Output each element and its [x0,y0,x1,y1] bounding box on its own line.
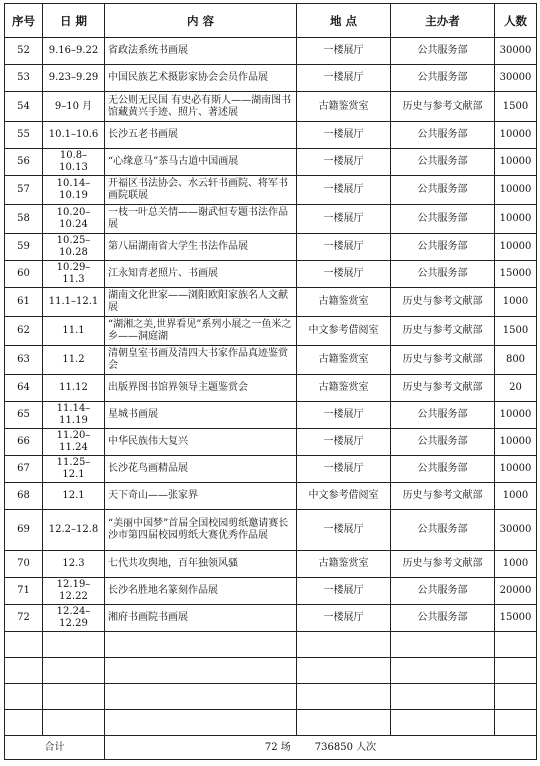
cell-date: 11.14–11.19 [43,402,105,429]
table-row [5,65,537,92]
cell-organizer: 公共服务部 [391,234,495,261]
cell-place: 一楼展厅 [297,578,391,605]
table-row [5,205,537,234]
cell-place: 一楼展厅 [297,205,391,234]
cell-place: 一楼展厅 [297,176,391,205]
header-date: 日 期 [43,4,105,38]
empty-row [5,658,537,684]
cell-place: 中文参考借阅室 [297,317,391,346]
cell-organizer: 公共服务部 [391,402,495,429]
table-row [5,483,537,510]
cell-organizer: 公共服务部 [391,261,495,288]
table-row [5,551,537,578]
table-row [5,429,537,456]
cell-count: 1500 [495,317,537,346]
cell-place: 一楼展厅 [297,429,391,456]
cell-count: 10000 [495,456,537,483]
table-header-row [5,4,537,38]
cell-count: 30000 [495,38,537,65]
cell-date: 12.1 [43,483,105,510]
cell-count: 10000 [495,149,537,176]
cell-organizer: 历史与参考文献部 [391,551,495,578]
cell-place: 一楼展厅 [297,261,391,288]
cell-place: 一楼展厅 [297,234,391,261]
table-row [5,605,537,632]
table-row [5,149,537,176]
cell-no: 60 [5,261,43,288]
cell-content: 长沙五老书画展 [105,122,297,149]
cell-no: 68 [5,483,43,510]
cell-content: 长沙花鸟画精品展 [105,456,297,483]
cell-place: 古籍鉴赏室 [297,288,391,317]
header-place: 地 点 [297,4,391,38]
cell-organizer: 公共服务部 [391,65,495,92]
cell-count: 10000 [495,402,537,429]
cell-content: 第八届湖南省大学生书法作品展 [105,234,297,261]
cell-place: 古籍鉴赏室 [297,375,391,402]
table-row [5,402,537,429]
cell-place: 一楼展厅 [297,605,391,632]
cell-date: 9.16–9.22 [43,38,105,65]
cell-no: 65 [5,402,43,429]
total-visitors: 736850 人次 [314,741,377,753]
header-no: 序号 [5,4,43,38]
cell-date: 12.3 [43,551,105,578]
cell-count: 10000 [495,176,537,205]
table-row [5,375,537,402]
cell-date: 10.29–11.3 [43,261,105,288]
cell-no: 70 [5,551,43,578]
cell-count: 15000 [495,605,537,632]
cell-content: “心缘意马”茶马古道中国画展 [105,149,297,176]
table-body [5,38,537,736]
cell-no: 52 [5,38,43,65]
cell-date: 12.2–12.8 [43,510,105,551]
cell-count: 1000 [495,551,537,578]
cell-organizer: 公共服务部 [391,38,495,65]
cell-organizer: 历史与参考文献部 [391,288,495,317]
cell-content: 江永知青老照片、书画展 [105,261,297,288]
table-row [5,456,537,483]
table-row [5,234,537,261]
cell-organizer: 公共服务部 [391,149,495,176]
cell-content: 清朝皇室书画及清四大书家作品真迹鉴赏会 [105,346,297,375]
cell-date: 11.20–11.24 [43,429,105,456]
cell-content: “美丽中国梦”首届全国校园剪纸邀请赛长沙市第四届校园剪纸大赛优秀作品展 [105,510,297,551]
cell-organizer: 历史与参考文献部 [391,375,495,402]
cell-date: 11.2 [43,346,105,375]
cell-content: 天下奇山——张家界 [105,483,297,510]
cell-no: 63 [5,346,43,375]
cell-no: 67 [5,456,43,483]
exhibition-table [4,3,537,760]
total-summary [105,736,537,760]
total-label: 合计 [5,736,105,760]
cell-organizer: 历史与参考文献部 [391,346,495,375]
cell-date: 9–10 月 [43,92,105,122]
cell-no: 53 [5,65,43,92]
table-row [5,288,537,317]
cell-content: 省政法系统书画展 [105,38,297,65]
cell-no: 58 [5,205,43,234]
cell-count: 10000 [495,429,537,456]
cell-content: 一枝一叶总关情——谢武恒专题书法作品展 [105,205,297,234]
cell-date: 11.25–12.1 [43,456,105,483]
cell-content: 湖南文化世家——浏阳欧阳家族名人文献展 [105,288,297,317]
cell-count: 30000 [495,65,537,92]
cell-date: 12.24–12.29 [43,605,105,632]
cell-count: 20000 [495,578,537,605]
cell-no: 62 [5,317,43,346]
table-row [5,510,537,551]
cell-place: 一楼展厅 [297,402,391,429]
cell-place: 古籍鉴赏室 [297,551,391,578]
cell-place: 一楼展厅 [297,65,391,92]
cell-no: 71 [5,578,43,605]
cell-content: 中华民族伟大复兴 [105,429,297,456]
cell-no: 72 [5,605,43,632]
cell-organizer: 历史与参考文献部 [391,317,495,346]
table-row [5,176,537,205]
cell-count: 10000 [495,234,537,261]
cell-no: 59 [5,234,43,261]
table-row [5,578,537,605]
cell-count: 30000 [495,510,537,551]
table-row [5,122,537,149]
cell-date: 10.14–10.19 [43,176,105,205]
cell-content: 出版界图书馆界领导主题鉴赏会 [105,375,297,402]
total-events: 72 场 [264,741,291,753]
cell-no: 55 [5,122,43,149]
cell-no: 66 [5,429,43,456]
cell-count: 800 [495,346,537,375]
cell-content: 湘府书画院书画展 [105,605,297,632]
cell-no: 54 [5,92,43,122]
cell-place: 一楼展厅 [297,38,391,65]
cell-no: 57 [5,176,43,205]
empty-row [5,710,537,736]
cell-organizer: 历史与参考文献部 [391,92,495,122]
cell-content: “湖湘之美,世界看见”系列小展之一鱼米之乡——洞庭湖 [105,317,297,346]
cell-count: 1000 [495,288,537,317]
empty-row [5,632,537,658]
table-row [5,261,537,288]
cell-content: 开福区书法协会、水云轩书画院、将军书画院联展 [105,176,297,205]
cell-date: 10.20–10.24 [43,205,105,234]
cell-count: 20 [495,375,537,402]
cell-count: 10000 [495,205,537,234]
header-count: 人数 [495,4,537,38]
cell-organizer: 公共服务部 [391,456,495,483]
cell-place: 古籍鉴赏室 [297,92,391,122]
cell-date: 12.19–12.22 [43,578,105,605]
cell-date: 9.23–9.29 [43,65,105,92]
cell-place: 一楼展厅 [297,456,391,483]
empty-row [5,684,537,710]
cell-date: 10.8–10.13 [43,149,105,176]
cell-organizer: 公共服务部 [391,176,495,205]
header-content: 内 容 [105,4,297,38]
cell-organizer: 公共服务部 [391,122,495,149]
cell-date: 11.12 [43,375,105,402]
cell-content: 无公则无民国 有史必有斯人——湖南图书馆藏黄兴手迹、照片、著述展 [105,92,297,122]
total-row [5,736,537,760]
table-row [5,92,537,122]
cell-organizer: 公共服务部 [391,205,495,234]
cell-count: 15000 [495,261,537,288]
cell-organizer: 公共服务部 [391,429,495,456]
cell-content: 星城书画展 [105,402,297,429]
cell-place: 一楼展厅 [297,149,391,176]
cell-organizer: 公共服务部 [391,605,495,632]
table-row [5,317,537,346]
cell-no: 56 [5,149,43,176]
cell-place: 古籍鉴赏室 [297,346,391,375]
cell-count: 1500 [495,92,537,122]
cell-no: 64 [5,375,43,402]
cell-date: 11.1–12.1 [43,288,105,317]
table-row [5,38,537,65]
cell-organizer: 公共服务部 [391,578,495,605]
cell-content: 七代共攻舆地，百年独领风骚 [105,551,297,578]
cell-no: 69 [5,510,43,551]
cell-organizer: 公共服务部 [391,510,495,551]
cell-content: 长沙名胜地名篆刻作品展 [105,578,297,605]
cell-content: 中国民族艺术摄影家协会会员作品展 [105,65,297,92]
cell-date: 10.1–10.6 [43,122,105,149]
table-row [5,346,537,375]
header-organizer: 主办者 [391,4,495,38]
cell-place: 一楼展厅 [297,122,391,149]
cell-organizer: 历史与参考文献部 [391,483,495,510]
cell-date: 11.1 [43,317,105,346]
cell-count: 1000 [495,483,537,510]
cell-place: 一楼展厅 [297,510,391,551]
cell-place: 中文参考借阅室 [297,483,391,510]
cell-count: 10000 [495,122,537,149]
cell-date: 10.25–10.28 [43,234,105,261]
cell-no: 61 [5,288,43,317]
